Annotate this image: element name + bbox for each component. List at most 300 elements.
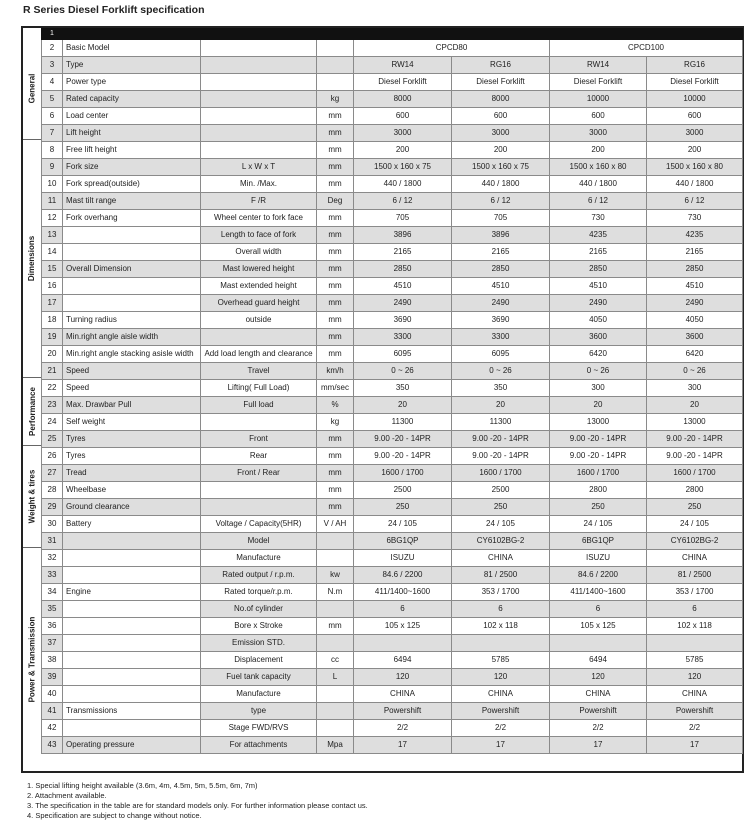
item-label: Load center — [63, 108, 201, 125]
table-row — [42, 482, 743, 499]
value-cell: 2850 — [647, 261, 743, 278]
unit-cell: mm — [317, 431, 354, 448]
row-number: 25 — [42, 431, 63, 448]
footnote: 1. Special lifting height available (3.6m, 4m, 4.5m, 5m, 5.5m, 6m, 7m) — [27, 781, 258, 790]
unit-cell: cc — [317, 652, 354, 669]
sub-label — [201, 414, 317, 431]
value-cell: 0 ~ 26 — [647, 363, 743, 380]
footnote: 3. The specification in the table are for standard models only. For further information please contact us. — [27, 801, 368, 810]
sub-label: No.of cylinder — [201, 601, 317, 618]
sub-label: F /R — [201, 193, 317, 210]
table-row — [42, 261, 743, 278]
item-label: Ground clearance — [63, 499, 201, 516]
value-cell: 200 — [550, 142, 647, 159]
unit-cell: mm — [317, 329, 354, 346]
value-cell: 3000 — [354, 125, 452, 142]
sub-label: Stage FWD/RVS — [201, 720, 317, 737]
value-cell: 411/1400~1600 — [550, 584, 647, 601]
unit-cell: V / AH — [317, 516, 354, 533]
item-label: Min.right angle aisle width — [63, 329, 201, 346]
value-cell: 2165 — [647, 244, 743, 261]
value-cell: 4510 — [647, 278, 743, 295]
row-number: 31 — [42, 533, 63, 550]
value-cell: 10000 — [550, 91, 647, 108]
sub-label: outside — [201, 312, 317, 329]
value-cell: CHINA — [647, 550, 743, 567]
value-cell: 1500 x 160 x 75 — [354, 159, 452, 176]
value-cell: 2500 — [452, 482, 550, 499]
value-cell: 20 — [354, 397, 452, 414]
unit-cell — [317, 57, 354, 74]
row-number: 30 — [42, 516, 63, 533]
value-cell: 6 — [354, 601, 452, 618]
value-cell: 2490 — [354, 295, 452, 312]
item-label — [63, 686, 201, 703]
item-label: Free lift height — [63, 142, 201, 159]
value-cell: 411/1400~1600 — [354, 584, 452, 601]
unit-cell — [317, 550, 354, 567]
row-number: 13 — [42, 227, 63, 244]
table-row — [42, 550, 743, 567]
value-cell: 3000 — [452, 125, 550, 142]
table-row — [42, 397, 743, 414]
item-label: Turning radius — [63, 312, 201, 329]
item-label — [63, 601, 201, 618]
table-row — [42, 414, 743, 431]
item-label: Mast tilt range — [63, 193, 201, 210]
value-cell: 120 — [452, 669, 550, 686]
sub-label — [201, 482, 317, 499]
row-number: 33 — [42, 567, 63, 584]
unit-cell — [317, 720, 354, 737]
row-number: 12 — [42, 210, 63, 227]
value-cell: 440 / 1800 — [354, 176, 452, 193]
sub-label: Length to face of fork — [201, 227, 317, 244]
unit-cell: N.m — [317, 584, 354, 601]
item-label: Basic Model — [63, 40, 201, 57]
row-number: 10 — [42, 176, 63, 193]
table-row — [42, 686, 743, 703]
value-cell: 2490 — [452, 295, 550, 312]
footnote: 4. Specification are subject to change without notice. — [27, 811, 202, 820]
value-cell: 2500 — [354, 482, 452, 499]
value-cell: 3690 — [354, 312, 452, 329]
value-cell: 105 x 125 — [550, 618, 647, 635]
unit-cell — [317, 601, 354, 618]
value-cell: 1600 / 1700 — [647, 465, 743, 482]
value-cell: Powershift — [647, 703, 743, 720]
item-label: Tread — [63, 465, 201, 482]
item-label — [63, 533, 201, 550]
table-row — [42, 91, 743, 108]
item-label: Speed — [63, 380, 201, 397]
table-row — [42, 346, 743, 363]
item-label: Transmissions — [63, 703, 201, 720]
unit-cell — [317, 635, 354, 652]
value-cell: 200 — [452, 142, 550, 159]
sub-label — [201, 142, 317, 159]
unit-cell: Mpa — [317, 737, 354, 754]
unit-cell: mm — [317, 295, 354, 312]
group-general — [23, 38, 41, 140]
sub-label — [201, 499, 317, 516]
value-cell: 2165 — [550, 244, 647, 261]
unit-cell: L — [317, 669, 354, 686]
value-cell: 9.00 -20 - 14PR — [647, 431, 743, 448]
table-row — [42, 737, 743, 754]
value-cell: Diesel Forklift — [354, 74, 452, 91]
table-row — [42, 312, 743, 329]
value-cell: 20 — [550, 397, 647, 414]
sub-label: Overhead guard height — [201, 295, 317, 312]
unit-cell — [317, 686, 354, 703]
page-title: R Series Diesel Forklift specification — [23, 4, 205, 16]
value-cell: 9.00 -20 - 14PR — [550, 431, 647, 448]
value-cell: Powershift — [550, 703, 647, 720]
unit-cell: mm — [317, 176, 354, 193]
value-cell: CHINA — [647, 686, 743, 703]
sub-label: Wheel center to fork face — [201, 210, 317, 227]
unit-cell: mm — [317, 482, 354, 499]
unit-cell: mm — [317, 142, 354, 159]
sub-label: Rated torque/r.p.m. — [201, 584, 317, 601]
group-power-transmission — [23, 548, 41, 771]
table-row — [42, 295, 743, 312]
value-cell: 81 / 2500 — [452, 567, 550, 584]
group-performance — [23, 378, 41, 446]
value-cell: 81 / 2500 — [647, 567, 743, 584]
value-cell: 102 x 118 — [452, 618, 550, 635]
item-label: Rated capacity — [63, 91, 201, 108]
value-cell: 17 — [647, 737, 743, 754]
row-number: 35 — [42, 601, 63, 618]
item-label — [63, 652, 201, 669]
value-cell: 0 ~ 26 — [452, 363, 550, 380]
item-label — [63, 550, 201, 567]
row-number: 39 — [42, 669, 63, 686]
footnote: 2. Attachment available. — [27, 791, 107, 800]
value-cell: 600 — [354, 108, 452, 125]
table-row — [42, 125, 743, 142]
value-cell — [550, 635, 647, 652]
value-cell: 2/2 — [550, 720, 647, 737]
table-row — [42, 720, 743, 737]
unit-cell: mm — [317, 227, 354, 244]
value-cell: 1500 x 160 x 80 — [550, 159, 647, 176]
table-row — [42, 210, 743, 227]
value-cell: 2165 — [452, 244, 550, 261]
value-cell: 20 — [647, 397, 743, 414]
group-dimensions — [23, 140, 41, 378]
sub-label: Min. /Max. — [201, 176, 317, 193]
group-label: Weight & tires — [27, 469, 37, 524]
value-cell: 11300 — [354, 414, 452, 431]
row-number: 20 — [42, 346, 63, 363]
value-cell: 353 / 1700 — [647, 584, 743, 601]
value-cell: 200 — [647, 142, 743, 159]
value-cell: 600 — [452, 108, 550, 125]
sub-label: For attachments — [201, 737, 317, 754]
unit-cell: % — [317, 397, 354, 414]
value-cell: 6494 — [354, 652, 452, 669]
item-label: Overall Dimension — [63, 261, 201, 278]
value-cell: 9.00 -20 - 14PR — [452, 448, 550, 465]
unit-cell: mm — [317, 278, 354, 295]
spec-table-frame — [21, 26, 744, 773]
group-label: Power & Transmission — [27, 616, 37, 703]
item-label — [63, 227, 201, 244]
item-label: Fork overhang — [63, 210, 201, 227]
row-number: 3 — [42, 57, 63, 74]
sub-label — [201, 57, 317, 74]
sub-label: Mast extended height — [201, 278, 317, 295]
sub-label: Mast lowered height — [201, 261, 317, 278]
value-cell: 6 / 12 — [647, 193, 743, 210]
value-cell: 353 / 1700 — [452, 584, 550, 601]
row-number: 8 — [42, 142, 63, 159]
value-cell: 84.6 / 2200 — [354, 567, 452, 584]
value-cell: 2/2 — [647, 720, 743, 737]
value-cell: 4235 — [550, 227, 647, 244]
value-cell: ISUZU — [550, 550, 647, 567]
sub-label: Displacement — [201, 652, 317, 669]
row-number: 34 — [42, 584, 63, 601]
value-cell: 6 / 12 — [452, 193, 550, 210]
row-number: 14 — [42, 244, 63, 261]
unit-cell: kg — [317, 414, 354, 431]
value-cell: 9.00 -20 - 14PR — [354, 431, 452, 448]
group-column — [23, 28, 41, 771]
row-number: 42 — [42, 720, 63, 737]
value-cell: 24 / 105 — [452, 516, 550, 533]
sub-label: Rear — [201, 448, 317, 465]
unit-cell: mm — [317, 465, 354, 482]
unit-cell: mm — [317, 159, 354, 176]
value-cell: 250 — [647, 499, 743, 516]
value-cell: 6 — [647, 601, 743, 618]
value-cell: 250 — [354, 499, 452, 516]
value-cell: 8000 — [452, 91, 550, 108]
table-row — [42, 516, 743, 533]
item-label — [63, 720, 201, 737]
item-label — [63, 567, 201, 584]
table-row — [42, 40, 743, 57]
sub-label: L x W x T — [201, 159, 317, 176]
unit-cell: Deg — [317, 193, 354, 210]
unit-cell: kw — [317, 567, 354, 584]
row-number: 15 — [42, 261, 63, 278]
value-cell: 6 — [452, 601, 550, 618]
value-cell: CHINA — [452, 686, 550, 703]
sub-label: Front / Rear — [201, 465, 317, 482]
table-row — [42, 227, 743, 244]
unit-cell — [317, 40, 354, 57]
value-cell: 6095 — [354, 346, 452, 363]
value-cell: 24 / 105 — [647, 516, 743, 533]
table-row — [42, 57, 743, 74]
table-row — [42, 193, 743, 210]
unit-cell: km/h — [317, 363, 354, 380]
sub-label: Emission STD. — [201, 635, 317, 652]
value-cell: 3600 — [550, 329, 647, 346]
unit-cell — [317, 74, 354, 91]
row-number: 11 — [42, 193, 63, 210]
row-number: 5 — [42, 91, 63, 108]
value-cell: 0 ~ 26 — [354, 363, 452, 380]
value-cell: 2/2 — [354, 720, 452, 737]
item-label: Fork spread(outside) — [63, 176, 201, 193]
item-label: Wheelbase — [63, 482, 201, 499]
table-row — [42, 431, 743, 448]
item-label — [63, 244, 201, 261]
row-number: 21 — [42, 363, 63, 380]
table-row — [42, 176, 743, 193]
item-label: Speed — [63, 363, 201, 380]
item-label — [63, 278, 201, 295]
value-cell: 120 — [550, 669, 647, 686]
table-row — [42, 567, 743, 584]
sub-label: Bore x Stroke — [201, 618, 317, 635]
value-cell: 5785 — [647, 652, 743, 669]
unit-cell: mm — [317, 125, 354, 142]
row-number: 32 — [42, 550, 63, 567]
value-cell: 6 / 12 — [550, 193, 647, 210]
row-number: 28 — [42, 482, 63, 499]
unit-cell: mm — [317, 244, 354, 261]
item-label: Min.right angle stacking asisle width — [63, 346, 201, 363]
value-cell: 24 / 105 — [354, 516, 452, 533]
value-cell: 17 — [550, 737, 647, 754]
value-cell: 10000 — [647, 91, 743, 108]
row-number: 23 — [42, 397, 63, 414]
value-cell: 250 — [452, 499, 550, 516]
table-row — [42, 108, 743, 125]
value-cell: 2490 — [550, 295, 647, 312]
row-number: 4 — [42, 74, 63, 91]
value-cell: 3896 — [452, 227, 550, 244]
value-cell: 102 x 118 — [647, 618, 743, 635]
value-cell — [354, 635, 452, 652]
value-cell: 6095 — [452, 346, 550, 363]
value-cell: 6 — [550, 601, 647, 618]
value-cell: 4510 — [452, 278, 550, 295]
header-bar — [63, 29, 743, 40]
table-row — [42, 465, 743, 482]
item-label — [63, 635, 201, 652]
value-cell: 440 / 1800 — [647, 176, 743, 193]
value-cell: 4050 — [550, 312, 647, 329]
table-row — [42, 584, 743, 601]
value-cell: 300 — [647, 380, 743, 397]
sub-label: Add load length and clearance — [201, 346, 317, 363]
value-cell: 705 — [354, 210, 452, 227]
table-row — [42, 159, 743, 176]
unit-cell: mm — [317, 210, 354, 227]
value-cell: 6BG1QP — [354, 533, 452, 550]
value-cell: 2850 — [550, 261, 647, 278]
value-cell: 730 — [550, 210, 647, 227]
table-row — [42, 278, 743, 295]
value-cell: RW14 — [354, 57, 452, 74]
spec-table — [41, 28, 743, 754]
sub-label — [201, 91, 317, 108]
value-cell: 2490 — [647, 295, 743, 312]
value-cell: 4510 — [550, 278, 647, 295]
row-number: 36 — [42, 618, 63, 635]
value-cell: 2165 — [354, 244, 452, 261]
model-cpcd80: CPCD80 — [354, 40, 550, 57]
value-cell: 730 — [647, 210, 743, 227]
value-cell: CHINA — [550, 686, 647, 703]
row-number: 40 — [42, 686, 63, 703]
row-number: 7 — [42, 125, 63, 142]
sub-label: Travel — [201, 363, 317, 380]
value-cell: CHINA — [354, 686, 452, 703]
value-cell: 1600 / 1700 — [354, 465, 452, 482]
unit-cell: mm — [317, 448, 354, 465]
item-label — [63, 618, 201, 635]
row-number: 37 — [42, 635, 63, 652]
item-label: Tyres — [63, 448, 201, 465]
unit-cell — [317, 533, 354, 550]
value-cell: 1600 / 1700 — [452, 465, 550, 482]
row-number: 9 — [42, 159, 63, 176]
value-cell: 705 — [452, 210, 550, 227]
row-number: 16 — [42, 278, 63, 295]
item-label: Self weight — [63, 414, 201, 431]
value-cell: 200 — [354, 142, 452, 159]
value-cell: Diesel Forklift — [647, 74, 743, 91]
value-cell: 3896 — [354, 227, 452, 244]
row-number: 22 — [42, 380, 63, 397]
table-row — [42, 448, 743, 465]
sub-label: type — [201, 703, 317, 720]
row-number: 26 — [42, 448, 63, 465]
sub-label: Overall width — [201, 244, 317, 261]
item-label: Power type — [63, 74, 201, 91]
value-cell — [452, 635, 550, 652]
sub-label: Model — [201, 533, 317, 550]
value-cell: 120 — [647, 669, 743, 686]
value-cell: 2/2 — [452, 720, 550, 737]
value-cell: CY6102BG-2 — [647, 533, 743, 550]
sub-label: Fuel tank capacity — [201, 669, 317, 686]
value-cell: 350 — [452, 380, 550, 397]
value-cell: 3300 — [354, 329, 452, 346]
sub-label — [201, 74, 317, 91]
value-cell: 3000 — [647, 125, 743, 142]
value-cell: 13000 — [647, 414, 743, 431]
value-cell: 120 — [354, 669, 452, 686]
value-cell: 84.6 / 2200 — [550, 567, 647, 584]
unit-cell: mm — [317, 261, 354, 278]
value-cell: 3600 — [647, 329, 743, 346]
value-cell: Powershift — [452, 703, 550, 720]
row-number: 27 — [42, 465, 63, 482]
row-number: 19 — [42, 329, 63, 346]
sub-label: Front — [201, 431, 317, 448]
item-label — [63, 669, 201, 686]
row-number: 17 — [42, 295, 63, 312]
value-cell: 440 / 1800 — [452, 176, 550, 193]
item-label: Max. Drawbar Pull — [63, 397, 201, 414]
row-number: 29 — [42, 499, 63, 516]
item-label: Tyres — [63, 431, 201, 448]
unit-cell: mm — [317, 108, 354, 125]
group-label: Performance — [27, 387, 37, 436]
value-cell: 6420 — [550, 346, 647, 363]
value-cell: 600 — [647, 108, 743, 125]
